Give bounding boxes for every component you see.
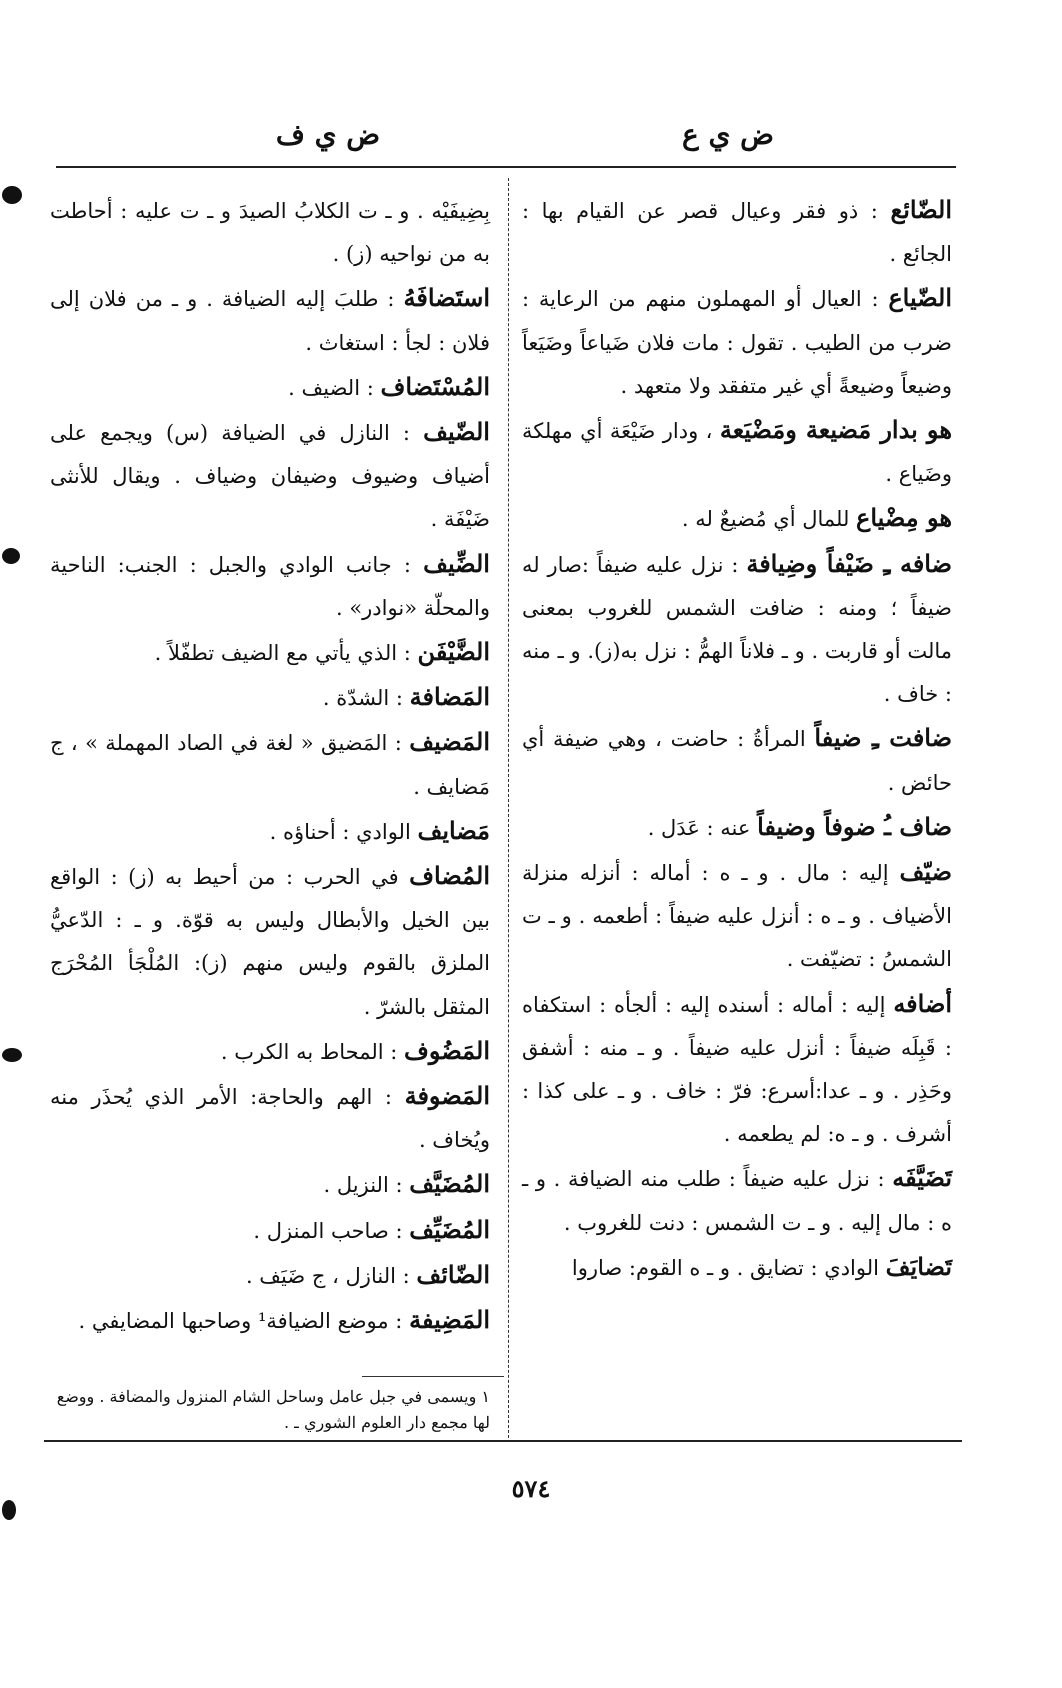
entry-definition: الوادي : أحناؤه . [269, 819, 411, 844]
entry [50, 1029, 490, 1074]
entry-headword: هو بدار مَضيعة ومَضْيَعة [719, 415, 952, 445]
entry-definition: : النازل ، ج ضَيَف . [245, 1263, 410, 1288]
entry-definition: للمال أي مُضيعٌ له . [681, 507, 850, 532]
entry [522, 408, 952, 496]
entry [522, 542, 952, 717]
entry-headword: المُضَيَّف [409, 1169, 490, 1199]
entry-headword: ضافت ـِ ضيفاً [814, 723, 952, 753]
entry-headword: المَضِيفة [409, 1305, 490, 1335]
entry [522, 496, 952, 541]
entry-definition: : ذو فقر وعيال قصر عن القيام بها : الجائع . [522, 199, 952, 267]
entry [50, 276, 490, 364]
entry-definition: : النزيل . [323, 1173, 403, 1198]
entry-definition: : الضيف . [288, 375, 374, 400]
entry [50, 1208, 490, 1253]
column-divider [508, 178, 509, 1438]
entry-headword: تَضايَفَ [885, 1251, 952, 1281]
entry [50, 854, 490, 1029]
entry [50, 720, 490, 808]
entry-headword: ضافه ـِ ضَيْفاً وضِيافة [746, 548, 952, 578]
entry-headword: المَضيف [409, 727, 491, 757]
entry [522, 850, 952, 982]
entry-definition: إليه : أماله : أسنده إليه : ألجأه : استكفاه : قَبِلَه ضيفاً : أنزل عليه ضيفاً . و ـ منه : أشفق وحَذِر . و ـ عدا:أسرع: فرّ : خاف . و ـ على كذا : أشرف . و ـ ه: لم يطعمه . [522, 992, 952, 1147]
entry-definition: : النازل في الضيافة (س) ويجمع على أضياف وضيوف وضيفان وضياف . ويقال للأنثى ضَيْفَة . [50, 421, 490, 532]
entry [50, 809, 490, 854]
entry [50, 1298, 490, 1343]
entry-definition: الوادي : تضايق . و ـ ه القوم: صاروا [571, 1255, 879, 1280]
entry-definition: : العيال أو المهملون منهم من الرعاية : ضرب من الطيب . تقول : مات فلان ضَياعاً وضَيَعاً وضيعاً وضيعةً أي غير متفقد ولا متعهد . [522, 287, 952, 398]
footnote-rule [362, 1376, 504, 1377]
entry-headword: المَضُوف [404, 1035, 490, 1065]
footer-rule [44, 1440, 962, 1442]
entry [50, 365, 490, 410]
entry [522, 982, 952, 1157]
entry [50, 1253, 490, 1298]
entry [50, 630, 490, 675]
scan-mark [2, 1500, 16, 1520]
entry-definition: : جانب الوادي والجبل : الجنب: الناحية والمحلّة «نوادر» . [50, 552, 490, 620]
entry-headword: الضّيف [423, 417, 490, 447]
scan-mark [2, 1048, 22, 1062]
entry-definition: : المَضيق « لغة في الصاد المهملة » ، ج مَضايف . [50, 731, 490, 799]
entry [50, 188, 490, 276]
entry-definition: بِضِيفَيْه . و ـ ت الكلابُ الصيدَ و ـ ت عليه : أحاطت به من نواحيه (ز) . [50, 199, 490, 267]
entry-headword: المَضافة [409, 682, 490, 712]
root-header-right: ض ي ع [682, 118, 774, 151]
entry-headword: المُسْتَضاف [380, 371, 490, 401]
entry-headword: المَضوفة [404, 1081, 490, 1111]
entry-headword: الضّائف [416, 1259, 490, 1289]
entry-definition: : موضع الضيافة¹ وصاحبها المضايفي . [78, 1309, 403, 1334]
entry-headword: تَضَيَّفَه [892, 1163, 952, 1193]
entry-headword: الضّياع [888, 283, 952, 313]
right-column [522, 188, 952, 1290]
entry [522, 1156, 952, 1244]
entry [50, 542, 490, 630]
entry [522, 805, 952, 850]
entry-definition: في الحرب : من أحيط به (ز) : الواقع بين الخيل والأبطال وليس به قوّة. و ـ : الدّعيُّ الملزق بالقوم وليس منهم (ز): المُلْجَأ المُحْرَج المثقل بالشرّ . [50, 865, 490, 1019]
entry-definition: : المحاط به الكرب . [220, 1039, 398, 1064]
entry-definition: : نزل عليه ضيفاً :صار له ضيفاً ؛ ومنه : ضافت الشمس للغروب بمعنى مالت أو قاربت . و ـ فلاناً الهمُّ : نزل به(ز). و ـ منه : خاف . [522, 552, 952, 707]
header-rule [56, 166, 956, 168]
entry-definition: ، ودار ضَيْعَة أي مهلكة وضَياع . [522, 419, 952, 487]
scan-mark [2, 186, 22, 204]
entry-headword: المُضَيِّف [409, 1214, 490, 1244]
entry [50, 675, 490, 720]
entry-headword: المُضاف [409, 861, 490, 891]
entry-definition: عنه : عَدَل . [647, 815, 751, 840]
entry-definition: : صاحب المنزل . [253, 1218, 403, 1243]
entry-headword: ضاف ـُ ضوفاً وضيفاً [757, 811, 952, 841]
footnote: ١ ويسمى في جبل عامل وساحل الشام المنزول والمضافة . ووضع لها مجمع دار العلوم الشوري ـ . [56, 1387, 490, 1432]
entry-headword: أضافه [893, 988, 953, 1018]
entry-definition: : الذي يأتي مع الضيف تطفّلاً . [154, 641, 411, 666]
entry-definition: : نزل عليه ضيفاً : طلب منه الضيافة . و ـ ه : مال إليه . و ـ ت الشمس : دنت للغروب . [522, 1167, 952, 1235]
entry-definition: : طلبَ إليه الضيافة . و ـ من فلان إلى فلان : لجأ : استغاث . [50, 287, 490, 355]
entry-headword: ضيّف [899, 857, 953, 887]
entry-definition: : الشدّة . [322, 686, 403, 711]
entry [50, 1162, 490, 1207]
entry-headword: استَضافَهُ [403, 283, 490, 313]
left-column [50, 188, 490, 1343]
page-number: ٥٧٤ [511, 1474, 551, 1503]
entry [522, 1245, 952, 1290]
entry-definition: : الهم والحاجة: الأمر الذي يُحذَر منه ويُخاف . [50, 1085, 490, 1153]
entry [522, 188, 952, 276]
entry-definition: المرأةُ : حاضت ، وهي ضيفة أي حائض . [522, 727, 952, 795]
scan-mark [2, 548, 20, 564]
entry [50, 1074, 490, 1162]
entry-headword: الضَّيْفَن [417, 637, 490, 667]
root-header-left: ض ي ف [275, 118, 381, 151]
entry [50, 410, 490, 542]
entry-headword: مَضايف [417, 815, 490, 845]
entry-headword: هو مِضْياع [856, 503, 952, 533]
entry [522, 276, 952, 408]
entry-definition: إليه : مال . و ـ ه : أماله : أنزله منزلة الأضياف . و ـ ه : أنزل عليه ضيفاً : أطعمه . و ـ ت الشمسُ : تضيّفت . [522, 861, 952, 972]
entry-headword: الضِّيف [423, 548, 490, 578]
entry-headword: الضّائع [890, 195, 952, 224]
entry [522, 716, 952, 804]
